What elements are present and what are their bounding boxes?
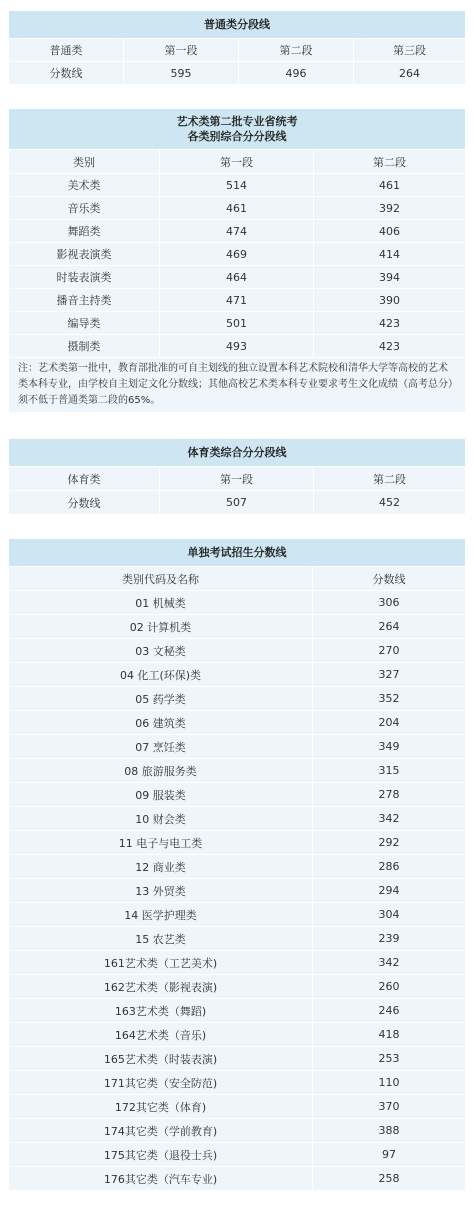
score-cell: 264 bbox=[313, 615, 466, 639]
row-label: 163艺术类（舞蹈) bbox=[9, 999, 313, 1023]
score-cell: 461 bbox=[160, 197, 314, 220]
table-row bbox=[9, 1047, 466, 1071]
score-cell: 496 bbox=[239, 62, 354, 85]
row-label: 01 机械类 bbox=[9, 591, 313, 615]
row-label: 影视表演类 bbox=[9, 243, 160, 266]
row-label: 161艺术类（工艺美术) bbox=[9, 951, 313, 975]
row-label: 02 计算机类 bbox=[9, 615, 313, 639]
row-label: 165艺术类（时装表演) bbox=[9, 1047, 313, 1071]
table-row bbox=[9, 975, 466, 999]
table-row bbox=[9, 591, 466, 615]
table-row bbox=[9, 266, 466, 289]
score-cell: 501 bbox=[160, 312, 314, 335]
score-cell: 595 bbox=[124, 62, 239, 85]
score-cell: 258 bbox=[313, 1167, 466, 1191]
header-cell: 类别代码及名称 bbox=[9, 567, 313, 591]
score-cell: 239 bbox=[313, 927, 466, 951]
art-note: 注：艺术类第一批中，教育部批准的可自主划线的独立设置本科艺术院校和清华大学等高校的艺术类本科专业，由学校自主划定文化分数线；其他高校艺术类本科专业要求考生文化成绩（高考总分）须不低于普通类第二段的65%。 bbox=[9, 358, 466, 413]
table-row bbox=[9, 783, 466, 807]
header-cell: 第三段 bbox=[354, 39, 466, 62]
table-row bbox=[9, 174, 466, 197]
score-cell: 315 bbox=[313, 759, 466, 783]
table-header-row bbox=[9, 467, 466, 491]
table-row bbox=[9, 312, 466, 335]
table-row bbox=[9, 1095, 466, 1119]
score-cell: 342 bbox=[313, 807, 466, 831]
score-cell: 286 bbox=[313, 855, 466, 879]
header-cell: 第一段 bbox=[160, 150, 314, 174]
table-row bbox=[9, 831, 466, 855]
art-table-title bbox=[9, 109, 466, 150]
score-cell: 110 bbox=[313, 1071, 466, 1095]
row-label: 174其它类（学前教育) bbox=[9, 1119, 313, 1143]
score-cell: 342 bbox=[313, 951, 466, 975]
header-cell: 第二段 bbox=[239, 39, 354, 62]
row-label: 07 烹饪类 bbox=[9, 735, 313, 759]
table-header-row bbox=[9, 39, 466, 62]
table-row bbox=[9, 335, 466, 358]
score-cell: 390 bbox=[314, 289, 466, 312]
row-label: 音乐类 bbox=[9, 197, 160, 220]
table-row bbox=[9, 1119, 466, 1143]
table-row bbox=[9, 615, 466, 639]
row-label: 10 财会类 bbox=[9, 807, 313, 831]
score-cell: 474 bbox=[160, 220, 314, 243]
score-cell: 270 bbox=[313, 639, 466, 663]
score-cell: 349 bbox=[313, 735, 466, 759]
score-cell: 394 bbox=[314, 266, 466, 289]
row-label: 164艺术类（音乐) bbox=[9, 1023, 313, 1047]
row-label: 172其它类（体育) bbox=[9, 1095, 313, 1119]
score-cell: 406 bbox=[314, 220, 466, 243]
score-cell: 423 bbox=[314, 312, 466, 335]
table-row bbox=[9, 639, 466, 663]
row-label: 12 商业类 bbox=[9, 855, 313, 879]
row-label: 播音主持类 bbox=[9, 289, 160, 312]
art-score-table bbox=[8, 108, 466, 413]
row-label: 美术类 bbox=[9, 174, 160, 197]
row-label: 分数线 bbox=[9, 62, 124, 85]
table-row bbox=[9, 1023, 466, 1047]
row-label: 08 旅游服务类 bbox=[9, 759, 313, 783]
row-label: 06 建筑类 bbox=[9, 711, 313, 735]
score-cell: 306 bbox=[313, 591, 466, 615]
table-row bbox=[9, 879, 466, 903]
score-cell: 260 bbox=[313, 975, 466, 999]
single-exam-table-title: 单独考试招生分数线 bbox=[9, 539, 466, 567]
row-label: 171其它类（安全防范) bbox=[9, 1071, 313, 1095]
score-cell: 304 bbox=[313, 903, 466, 927]
score-cell: 461 bbox=[314, 174, 466, 197]
score-cell: 97 bbox=[313, 1143, 466, 1167]
table-row bbox=[9, 999, 466, 1023]
header-cell: 第一段 bbox=[160, 467, 314, 491]
score-cell: 204 bbox=[313, 711, 466, 735]
single-exam-score-table bbox=[8, 538, 466, 1191]
table-row bbox=[9, 759, 466, 783]
score-cell: 464 bbox=[160, 266, 314, 289]
score-cell: 253 bbox=[313, 1047, 466, 1071]
row-label: 04 化工(环保)类 bbox=[9, 663, 313, 687]
score-cell: 507 bbox=[160, 491, 314, 515]
header-cell: 第二段 bbox=[314, 467, 466, 491]
header-cell: 普通类 bbox=[9, 39, 124, 62]
table-row bbox=[9, 687, 466, 711]
row-label: 05 药学类 bbox=[9, 687, 313, 711]
table-row bbox=[9, 927, 466, 951]
row-label: 09 服装类 bbox=[9, 783, 313, 807]
table-row bbox=[9, 711, 466, 735]
table-row bbox=[9, 855, 466, 879]
table-row bbox=[9, 289, 466, 312]
score-cell: 469 bbox=[160, 243, 314, 266]
score-cell: 327 bbox=[313, 663, 466, 687]
row-label: 摄制类 bbox=[9, 335, 160, 358]
general-score-table bbox=[8, 10, 466, 85]
table-row bbox=[9, 1143, 466, 1167]
row-label: 03 文秘类 bbox=[9, 639, 313, 663]
table-row bbox=[9, 220, 466, 243]
header-cell: 第二段 bbox=[314, 150, 466, 174]
table-row bbox=[9, 1167, 466, 1191]
score-cell: 292 bbox=[313, 831, 466, 855]
table-row bbox=[9, 951, 466, 975]
row-label: 分数线 bbox=[9, 491, 160, 515]
score-cell: 294 bbox=[313, 879, 466, 903]
table-header-row bbox=[9, 150, 466, 174]
table-row bbox=[9, 663, 466, 687]
row-label: 175其它类（退役士兵) bbox=[9, 1143, 313, 1167]
row-label: 时装表演类 bbox=[9, 266, 160, 289]
score-cell: 352 bbox=[313, 687, 466, 711]
table-row bbox=[9, 735, 466, 759]
score-cell: 370 bbox=[313, 1095, 466, 1119]
score-cell: 493 bbox=[160, 335, 314, 358]
score-cell: 471 bbox=[160, 289, 314, 312]
sports-table-title: 体育类综合分分段线 bbox=[9, 439, 466, 467]
sports-score-table bbox=[8, 438, 466, 515]
score-cell: 246 bbox=[313, 999, 466, 1023]
row-label: 176其它类（汽车专业) bbox=[9, 1167, 313, 1191]
score-cell: 392 bbox=[314, 197, 466, 220]
table-row bbox=[9, 243, 466, 266]
row-label: 舞蹈类 bbox=[9, 220, 160, 243]
table-row bbox=[9, 903, 466, 927]
table-row bbox=[9, 62, 466, 85]
art-table-title-line1: 艺术类第二批专业省统考 bbox=[176, 115, 298, 128]
general-table-title: 普通类分段线 bbox=[9, 11, 466, 39]
row-label: 编导类 bbox=[9, 312, 160, 335]
score-cell: 388 bbox=[313, 1119, 466, 1143]
header-cell: 体育类 bbox=[9, 467, 160, 491]
score-cell: 423 bbox=[314, 335, 466, 358]
art-table-title-line2: 各类别综合分分段线 bbox=[187, 130, 287, 143]
table-row bbox=[9, 1071, 466, 1095]
score-cell: 264 bbox=[354, 62, 466, 85]
row-label: 13 外贸类 bbox=[9, 879, 313, 903]
score-cell: 278 bbox=[313, 783, 466, 807]
row-label: 14 医学护理类 bbox=[9, 903, 313, 927]
table-row bbox=[9, 491, 466, 515]
header-cell: 第一段 bbox=[124, 39, 239, 62]
row-label: 162艺术类（影视表演) bbox=[9, 975, 313, 999]
score-cell: 514 bbox=[160, 174, 314, 197]
table-row bbox=[9, 197, 466, 220]
score-cell: 452 bbox=[314, 491, 466, 515]
row-label: 15 农艺类 bbox=[9, 927, 313, 951]
score-cell: 418 bbox=[313, 1023, 466, 1047]
score-cell: 414 bbox=[314, 243, 466, 266]
table-row bbox=[9, 807, 466, 831]
header-cell: 分数线 bbox=[313, 567, 466, 591]
row-label: 11 电子与电工类 bbox=[9, 831, 313, 855]
table-header-row bbox=[9, 567, 466, 591]
header-cell: 类别 bbox=[9, 150, 160, 174]
